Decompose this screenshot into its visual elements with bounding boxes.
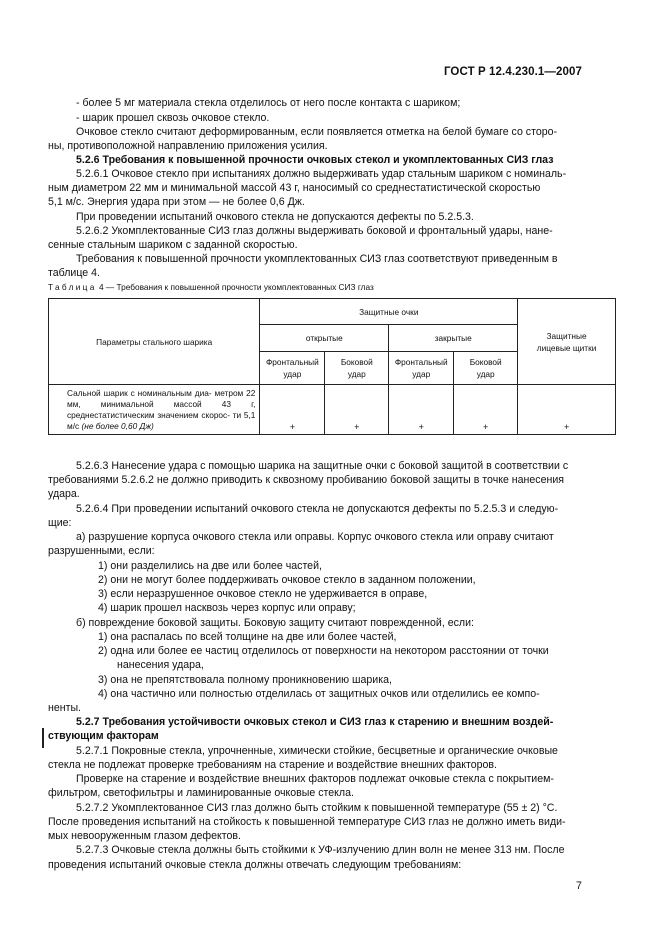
cell-mark: + (389, 385, 454, 435)
header-front-impact: Фронтальный удар (389, 352, 454, 385)
section-heading-5-2-7-cont: ствующим факторам (48, 730, 159, 742)
list-item: 3) если неразрушенное очковое стекло не удерживается в оправе, (98, 588, 428, 600)
table-caption-text: 4 — Требования к повышенной прочности укомплектованных СИЗ глаз (98, 282, 374, 292)
text-line: Очковое стекло считают деформированным, если появляется отметка на белой бумаге со сторо- (76, 126, 558, 138)
text-line: б) повреждение боковой защиты. Боковую защиту считают поврежденной, если: (76, 617, 474, 629)
text-line: стекла не подлежат проверке требованиям на старение и воздействие внешних факторов. (48, 759, 497, 771)
text-line: ны, противоположной направлению приложения усилия. (48, 140, 328, 152)
text-line: Требования к повышенной прочности укомплектованных СИЗ глаз соответствуют приведенным в (76, 253, 558, 265)
header-goggles: Защитные очки (260, 299, 518, 325)
header-side-impact: Боковой удар (325, 352, 389, 385)
table-caption (48, 282, 374, 292)
list-item: 3) она не препятствовала полному проникновению шарика, (98, 674, 392, 686)
list-item: нанесения удара, (117, 659, 204, 671)
header-front-impact: Фронтальный удар (260, 352, 325, 385)
text-line: 5.2.7.3 Очковые стекла должны быть стойкими к УФ-излучению длин волн не менее 313 нм. После (76, 844, 565, 856)
text-line: Проверке на старение и воздействие внешних факторов подлежат очковые стекла с покрытием- (76, 773, 554, 785)
row-text: Сальной шарик с номинальным диа- (67, 388, 212, 398)
text-line: разрушенными, если: (48, 545, 155, 557)
text-line: ным диаметром 22 мм и минимальной массой 43 г, наносимый со среднестатистической скоростью (48, 182, 541, 194)
list-item: 4) шарик прошел насквозь через корпус или оправу; (98, 602, 356, 614)
text-line: При проведении испытаний очкового стекла не допускаются дефекты по 5.2.5.3. (76, 211, 474, 223)
text-line: - более 5 мг материала стекла отделилось от него после контакта с шариком; (76, 97, 461, 109)
text-line: ненты. (48, 702, 82, 714)
cell-mark: + (518, 385, 616, 435)
text-line: 5,1 м/с. Энергия удара при этом — не более 0,6 Дж. (48, 196, 305, 208)
document-header: ГОСТ Р 12.4.230.1—2007 (443, 66, 582, 78)
list-item: 2) они не могут более поддерживать очковое стекло в заданном положении, (98, 574, 476, 586)
section-heading-5-2-6: 5.2.6 Требования к повышенной прочности очковых стекол и укомплектованных СИЗ глаз (76, 154, 554, 166)
text-line: удара. (48, 488, 80, 500)
page-number: 7 (576, 880, 582, 892)
text-line: сенные стальным шариком с заданной скоростью. (48, 239, 298, 251)
row-text: среднестатистическим значением скорос- (67, 410, 230, 420)
requirements-table (48, 298, 616, 435)
header-open: открытые (260, 325, 389, 352)
list-item: 1) она распалась по всей толщине на две или более частей, (98, 631, 397, 643)
text-line: 5.2.6.1 Очковое стекло при испытаниях должно выдерживать удар стальным шариком с номиналь- (76, 168, 567, 180)
text-line: После проведения испытаний на стойкость к повышенной температуре СИЗ глаз не должно иметь види- (48, 816, 566, 828)
header-side-impact: Боковой удар (454, 352, 518, 385)
cell-mark: + (454, 385, 518, 435)
text-line: фильтром, светофильтры и ламинированные очковые стекла. (48, 787, 354, 799)
text-line: 5.2.7.1 Покровные стекла, упрочненные, химически стойкие, бесцветные и органические очковые (76, 745, 558, 757)
row-ball-params (49, 385, 260, 435)
text-line: требованиями 5.2.6.2 не должно приводить к сквозному пробиванию боковой защиты в точке нанесения (48, 474, 564, 486)
text-line: - шарик прошел сквозь очковое стекло. (76, 112, 270, 124)
list-item: 1) они разделились на две или более частей, (98, 560, 322, 572)
text-line: 5.2.7.2 Укомплектованное СИЗ глаз должно быть стойким к повышенной температуре (55 ± 2) °С. (76, 802, 558, 814)
text-line: таблице 4. (48, 267, 100, 279)
header-closed: закрытые (389, 325, 518, 352)
text-line: 5.2.6.3 Нанесение удара с помощью шарика на защитные очки с боковой защитой в соответствии с (76, 460, 569, 472)
text-line: проведения испытаний очковые стекла должны отвечать следующим требованиям: (48, 859, 462, 871)
text-line: мых невооруженным глазом дефектов. (48, 830, 241, 842)
cell-mark: + (325, 385, 389, 435)
row-text-energy: (не более 0,60 Дж) (81, 421, 154, 431)
table-caption-word: Таблица (48, 282, 97, 292)
text-line: 5.2.6.4 При проведении испытаний очкового стекла не допускаются дефекты по 5.2.5.3 и следую- (76, 503, 559, 515)
list-item: 4) она частично или полностью отделилась от защитных очков или отделились ее компо- (98, 688, 540, 700)
header-face-shields: Защитные лицевые щитки (518, 299, 616, 385)
text-line: щие: (48, 517, 72, 529)
text-line: а) разрушение корпуса очкового стекла или оправы. Корпус очкового стекла или оправу считают (76, 531, 554, 543)
change-marker-bar (42, 728, 44, 748)
row-text: метром 22 мм, минимальной массой 43 г, (67, 388, 256, 409)
header-params: Параметры стального шарика (49, 299, 260, 385)
section-heading-5-2-7: 5.2.7 Требования устойчивости очковых стекол и СИЗ глаз к старению и внешним воздей- (76, 716, 554, 728)
list-item: 2) одна или более ее частиц отделилось от поверхности на некотором расстоянии от точки (98, 645, 549, 657)
row-text: ти 5,1 м/с (67, 410, 256, 431)
cell-mark: + (260, 385, 325, 435)
text-line: 5.2.6.2 Укомплектованные СИЗ глаз должны выдерживать боковой и фронтальный удары, нане- (76, 225, 553, 237)
